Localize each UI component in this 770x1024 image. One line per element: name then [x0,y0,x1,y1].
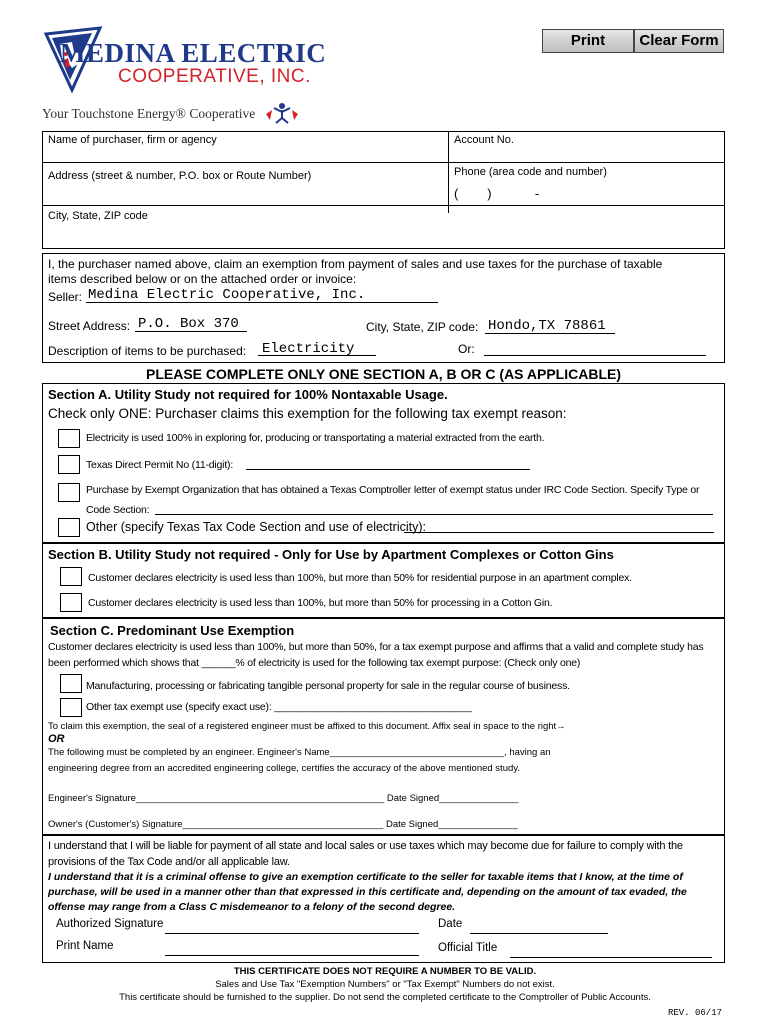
account-no-label: Account No. [454,134,514,146]
seller-city-label: City, State, ZIP code: [366,320,479,334]
authorized-signature-field[interactable] [165,933,419,934]
other-specify-field[interactable] [404,532,714,533]
purchaser-info-box [42,131,725,249]
certification-line1: I understand that I will be liable for payment of all state and local sales or use taxes which may become due for failure to comply with the [48,840,683,852]
footer-line3: This certificate should be furnished to the supplier. Do not send the completed certificate to the Comptroller of Public Accounts. [119,992,651,1003]
row-divider [42,162,725,163]
logo-title: MEDINA ELECTRIC [60,38,327,68]
certification-line5: offense may range from a Class C misdemeanor to a felony of the second degree. [48,901,456,913]
certification-line4: purchase, will be used in a manner other than that expressed in this certificate and, depending on the amount of tax evaded, the [48,886,687,898]
engineer-certification-line2: engineering degree from an accredited engineering college, certifies the accuracy of the above mentioned study. [48,763,520,774]
phone-field[interactable]: ( ) - [454,186,540,201]
section-a-option2-checkbox[interactable] [58,455,80,474]
footer-line2: Sales and Use Tax "Exemption Numbers" or "Tax Exempt" Numbers do not exist. [215,979,555,990]
row-divider [42,205,725,206]
section-b-option2-label: Customer declares electricity is used less than 100%, but more than 50% for processing in a Cotton Gin. [88,597,553,609]
section-c-option1-label: Manufacturing, processing or fabricating tangible personal property for sale in the regular course of business. [86,680,570,692]
street-address-field[interactable]: P.O. Box 370 [138,316,239,332]
or-separator: OR [48,733,65,745]
section-a-option3-label: Purchase by Exempt Organization that has obtained a Texas Comptroller letter of exempt status under IRC Code Section. Specify Type or [86,484,700,496]
print-name-field[interactable] [165,955,419,956]
logo-subtitle: COOPERATIVE, INC. [118,66,311,87]
purchaser-divider [448,131,449,213]
logo-tagline: Your Touchstone Energy® Cooperative [42,106,256,121]
or-label: Or: [458,342,475,356]
section-a-option2-label: Texas Direct Permit No (11-digit): [86,459,234,471]
description-label: Description of items to be purchased: [48,344,247,358]
claim-text-line1: I, the purchaser named above, claim an exemption from payment of sales and use taxes for the purchase of taxable [48,257,663,271]
section-heading: PLEASE COMPLETE ONLY ONE SECTION A, B OR C (AS APPLICABLE) [145,366,621,382]
authorized-signature-label: Authorized Signature [56,918,164,930]
section-c-option1-checkbox[interactable] [60,674,82,693]
section-b-option1-label: Customer declares electricity is used less than 100%, but more than 50% for residential purpose in an apartment complex. [88,572,632,584]
code-section-field[interactable] [155,514,713,515]
official-title-field[interactable] [510,957,712,958]
official-title-label: Official Title [438,942,498,954]
section-a-option4-label: Other (specify Texas Tax Code Section and use of electricity): [86,520,426,534]
section-c-text-line1: Customer declares electricity is used less than 100%, but more than 50%, for a tax exempt purpose and affirms that a valid and complete study has [48,641,704,653]
section-a-instruction: Check only ONE: Purchaser claims this exemption for the following tax exempt reason: [48,406,567,421]
claim-text-line2: items described below or on the attached order or invoice: [48,272,357,286]
certification-line3: I understand that it is a criminal offense to give an exemption certificate to the seller for taxable items that I know, at the time of [48,871,683,883]
street-address-label: Street Address: [48,319,131,333]
engineer-certification-line1: The following must be completed by an engineer. Engineer's Name_________________________________, having an [48,747,551,758]
purchaser-name-label: Name of purchaser, firm or agency [48,134,217,146]
certification-line2: provisions of the Tax Code and/or all applicable law. [48,856,290,868]
description-field[interactable]: Electricity [262,341,355,357]
date-field[interactable] [470,933,608,934]
engineer-signature-line[interactable]: Engineer's Signature_______________________________________________ Date Signed_______________ [48,793,519,804]
owner-signature-line[interactable]: Owner's (Customer's) Signature______________________________________ Date Signed_______________ [48,819,518,830]
section-b-title: Section B. Utility Study not required - Only for Use by Apartment Complexes or Cotton Gins [48,547,614,562]
engineer-seal-instruction: To claim this exemption, the seal of a registered engineer must be affixed to this document. Affix seal in space to the right→ [48,721,566,732]
section-a-option1-checkbox[interactable] [58,429,80,448]
city-state-zip-label: City, State, ZIP code [48,210,148,222]
address-label: Address (street & number, P.O. box or Route Number) [48,170,312,182]
seller-field[interactable]: Medina Electric Cooperative, Inc. [88,287,366,303]
footer-notice: THIS CERTIFICATE DOES NOT REQUIRE A NUMBER TO BE VALID. [233,966,537,977]
touchstone-energy-icon [262,102,302,124]
permit-number-field[interactable] [246,469,530,470]
date-label: Date [438,918,463,930]
seller-label: Seller: [48,290,83,304]
phone-label: Phone (area code and number) [454,166,607,178]
print-name-label: Print Name [56,940,114,952]
section-a-title: Section A. Utility Study not required for 100% Nontaxable Usage. [48,387,448,402]
clear-form-button[interactable]: Clear Form [634,29,724,53]
street-underline [135,331,247,332]
print-button[interactable]: Print [542,29,634,53]
section-a-option3-checkbox[interactable] [58,483,80,502]
section-b-option2-checkbox[interactable] [60,593,82,612]
revision-label: REV. 06/17 [668,1008,723,1018]
section-a-option4-checkbox[interactable] [58,518,80,537]
seller-city-underline [485,333,615,334]
section-c-title: Section C. Predominant Use Exemption [50,623,295,638]
section-c-option2-checkbox[interactable] [60,698,82,717]
section-a-option1-label: Electricity is used 100% in exploring for, producing or transportating a material extracted from the earth. [86,432,545,444]
code-section-label: Code Section: [86,504,150,516]
section-c-text-line2: been performed which shows that ______% of electricity is used for the following tax exempt purpose: (Check only one) [48,657,581,669]
description-underline [258,355,376,356]
section-b-option1-checkbox[interactable] [60,567,82,586]
or-field[interactable] [484,355,706,356]
seller-city-field[interactable]: Hondo,TX 78861 [488,318,606,334]
section-c-option2-label: Other tax exempt use (specify exact use): ___________________________________ [86,701,472,713]
seller-underline [86,302,438,303]
certification-box [42,835,725,963]
